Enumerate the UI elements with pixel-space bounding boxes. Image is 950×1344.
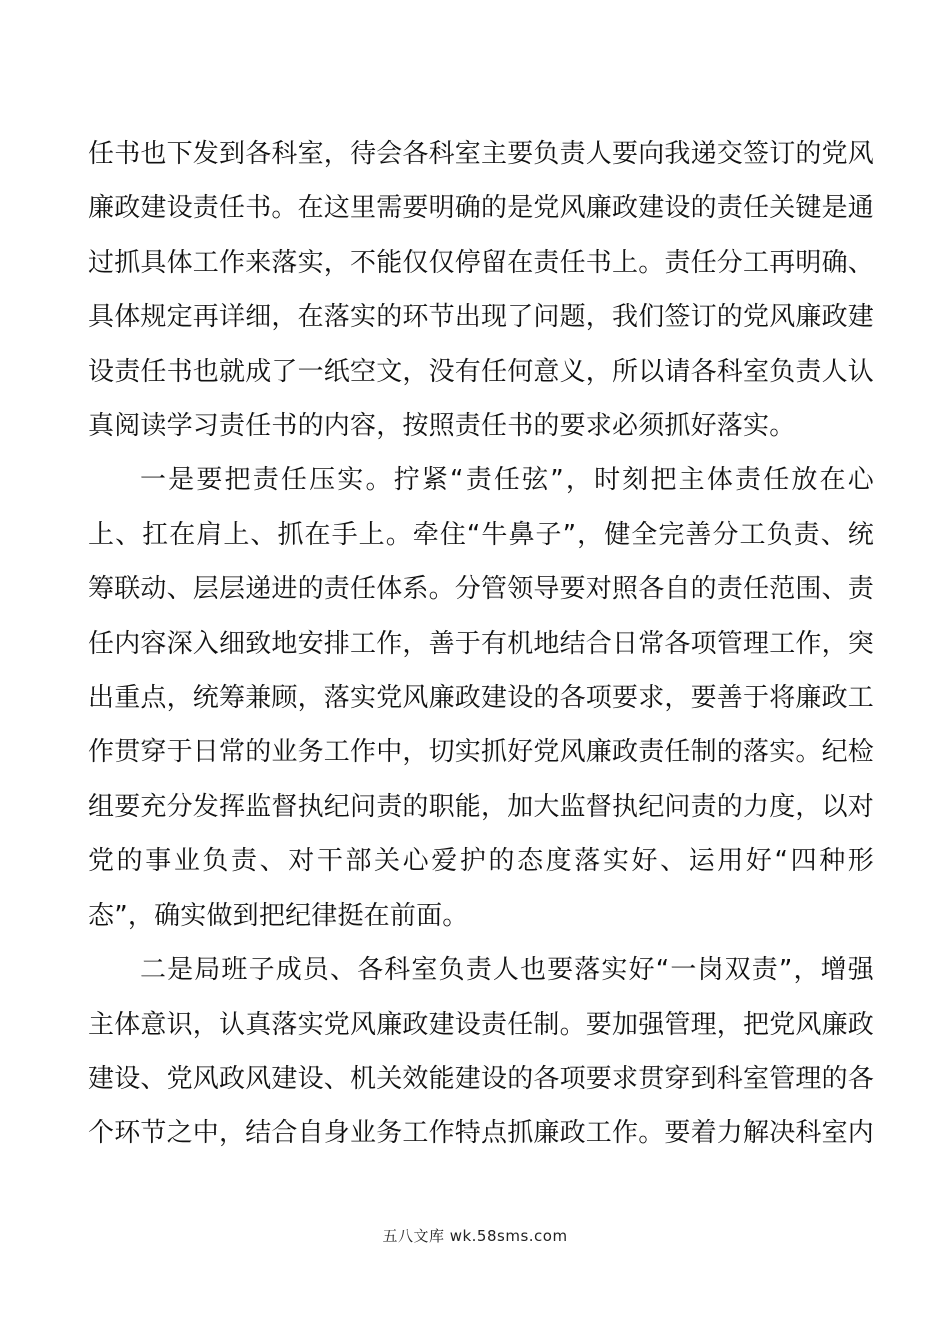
paragraph-point-one: 一是要把责任压实。拧紧“责任弦”，时刻把主体责任放在心上、扛在肩上、抓在手上。牵住“牛鼻子”，健全完善分工负责、统筹联动、层层递进的责任体系。分管领导要对照各自的责任范围、责任内容深入细致地安排工作，善于有机地结合日常各项管理工作，突出重点，统筹兼顾，落实党风廉政建设的各项要求，要善于将廉政工作贯穿于日常的业务工作中，切实抓好党风廉政责任制的落实。纪检组要充分发挥监督执纪问责的职能，加大监督执纪问责的力度，以对党的事业负责、对干部关心爱护的态度落实好、运用好“四种形态”，确实做到把纪律挺在前面。 <box>88 465 875 931</box>
footer-watermark: 五八文库 wk.58sms.com <box>382 1227 568 1245</box>
document-body <box>88 127 874 1161</box>
paragraph-point-two: 二是局班子成员、各科室负责人也要落实好“一岗双责”，增强主体意识，认真落实党风廉政建设责任制。要加强管理，把党风廉政建设、党风政风建设、机关效能建设的各项要求贯穿到科室管理的各个环节之中，结合自身业务工作特点抓廉政工作。要着力解决科室内 <box>88 955 875 1149</box>
paragraph-continuation: 任书也下发到各科室，待会各科室主要负责人要向我递交签订的党风廉政建设责任书。在这里需要明确的是党风廉政建设的责任关键是通过抓具体工作来落实，不能仅仅停留在责任书上。责任分工再明确、具体规定再详细，在落实的环节出现了问题，我们签订的党风廉政建设责任书也就成了一纸空文，没有任何意义，所以请各科室负责人认真阅读学习责任书的内容，按照责任书的要求必须抓好落实。 <box>88 139 875 442</box>
